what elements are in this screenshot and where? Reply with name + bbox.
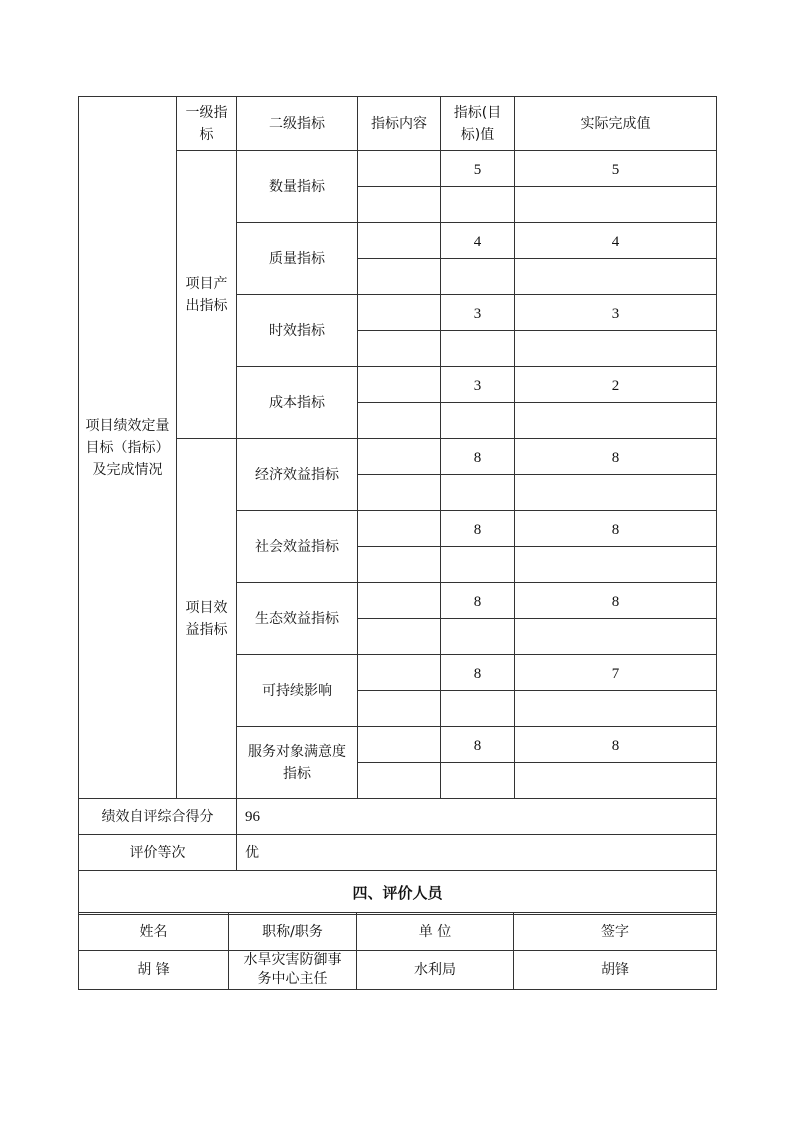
indicator-target bbox=[441, 691, 515, 727]
indicator-target bbox=[441, 331, 515, 367]
indicator-content bbox=[358, 547, 441, 583]
indicator-content bbox=[358, 583, 441, 619]
group-benefit: 项目效益指标 bbox=[177, 439, 237, 799]
indicator-actual bbox=[515, 547, 717, 583]
indicator-content bbox=[358, 403, 441, 439]
indicator-content bbox=[358, 259, 441, 295]
evaluators-table bbox=[78, 912, 717, 990]
indicator-name: 可持续影响 bbox=[237, 655, 358, 727]
header-level1: 一级指标 bbox=[177, 97, 237, 151]
indicator-target: 8 bbox=[441, 439, 515, 475]
indicator-content bbox=[358, 151, 441, 187]
indicator-actual: 8 bbox=[515, 727, 717, 763]
evaluator-row bbox=[79, 951, 717, 990]
indicator-name: 生态效益指标 bbox=[237, 583, 358, 655]
indicator-name: 服务对象满意度指标 bbox=[237, 727, 358, 799]
indicator-content bbox=[358, 295, 441, 331]
indicator-target: 8 bbox=[441, 727, 515, 763]
indicator-actual: 8 bbox=[515, 439, 717, 475]
indicator-actual bbox=[515, 331, 717, 367]
indicator-name: 经济效益指标 bbox=[237, 439, 358, 511]
header-content: 指标内容 bbox=[358, 97, 441, 151]
indicator-content bbox=[358, 439, 441, 475]
score-row bbox=[79, 799, 717, 835]
header-level2: 二级指标 bbox=[237, 97, 358, 151]
indicator-content bbox=[358, 619, 441, 655]
evaluator-signature: 胡锋 bbox=[514, 951, 717, 990]
indicator-name: 时效指标 bbox=[237, 295, 358, 367]
header-actual: 实际完成值 bbox=[515, 97, 717, 151]
indicator-actual bbox=[515, 403, 717, 439]
indicator-target: 8 bbox=[441, 655, 515, 691]
indicator-target: 5 bbox=[441, 151, 515, 187]
indicator-target: 8 bbox=[441, 511, 515, 547]
indicator-target bbox=[441, 403, 515, 439]
indicator-content bbox=[358, 331, 441, 367]
indicator-content bbox=[358, 691, 441, 727]
evaluator-title-header: 职称/职务 bbox=[229, 913, 357, 951]
indicator-actual bbox=[515, 619, 717, 655]
indicator-target: 3 bbox=[441, 367, 515, 403]
performance-indicator-table bbox=[78, 96, 717, 915]
indicator-actual: 8 bbox=[515, 511, 717, 547]
indicator-content bbox=[358, 187, 441, 223]
evaluator-name-header: 姓名 bbox=[79, 913, 229, 951]
indicator-content bbox=[358, 367, 441, 403]
evaluator-signature-header: 签字 bbox=[514, 913, 717, 951]
indicator-actual bbox=[515, 259, 717, 295]
score-label: 绩效自评综合得分 bbox=[79, 799, 237, 835]
indicator-target: 4 bbox=[441, 223, 515, 259]
indicator-content bbox=[358, 727, 441, 763]
evaluators-header-row bbox=[79, 913, 717, 951]
evaluator-title: 水旱灾害防御事务中心主任 bbox=[229, 951, 357, 990]
indicator-content bbox=[358, 511, 441, 547]
indicator-target bbox=[441, 259, 515, 295]
evaluators-section-title: 四、评价人员 bbox=[79, 871, 717, 915]
indicator-target: 8 bbox=[441, 583, 515, 619]
indicator-name: 数量指标 bbox=[237, 151, 358, 223]
evaluator-unit: 水利局 bbox=[357, 951, 514, 990]
indicator-actual: 5 bbox=[515, 151, 717, 187]
indicator-name: 质量指标 bbox=[237, 223, 358, 295]
indicator-content bbox=[358, 475, 441, 511]
grade-row bbox=[79, 835, 717, 871]
indicator-content bbox=[358, 655, 441, 691]
indicator-target bbox=[441, 619, 515, 655]
indicator-target bbox=[441, 763, 515, 799]
indicator-content bbox=[358, 223, 441, 259]
indicator-actual: 2 bbox=[515, 367, 717, 403]
section-label: 项目绩效定量目标（指标）及完成情况 bbox=[79, 97, 177, 799]
header-row bbox=[79, 97, 717, 151]
indicator-name: 社会效益指标 bbox=[237, 511, 358, 583]
indicator-actual bbox=[515, 187, 717, 223]
grade-label: 评价等次 bbox=[79, 835, 237, 871]
indicator-actual bbox=[515, 691, 717, 727]
indicator-actual bbox=[515, 475, 717, 511]
indicator-actual: 3 bbox=[515, 295, 717, 331]
indicator-content bbox=[358, 763, 441, 799]
indicator-target bbox=[441, 475, 515, 511]
indicator-target bbox=[441, 547, 515, 583]
header-target: 指标(目标)值 bbox=[441, 97, 515, 151]
score-value: 96 bbox=[237, 799, 717, 835]
evaluator-unit-header: 单 位 bbox=[357, 913, 514, 951]
indicator-actual: 7 bbox=[515, 655, 717, 691]
indicator-actual: 4 bbox=[515, 223, 717, 259]
indicator-target: 3 bbox=[441, 295, 515, 331]
evaluator-name: 胡 锋 bbox=[79, 951, 229, 990]
indicator-actual bbox=[515, 763, 717, 799]
indicator-target bbox=[441, 187, 515, 223]
indicator-actual: 8 bbox=[515, 583, 717, 619]
group-output: 项目产出指标 bbox=[177, 151, 237, 439]
section-title-row bbox=[79, 871, 717, 915]
grade-value: 优 bbox=[237, 835, 717, 871]
indicator-name: 成本指标 bbox=[237, 367, 358, 439]
